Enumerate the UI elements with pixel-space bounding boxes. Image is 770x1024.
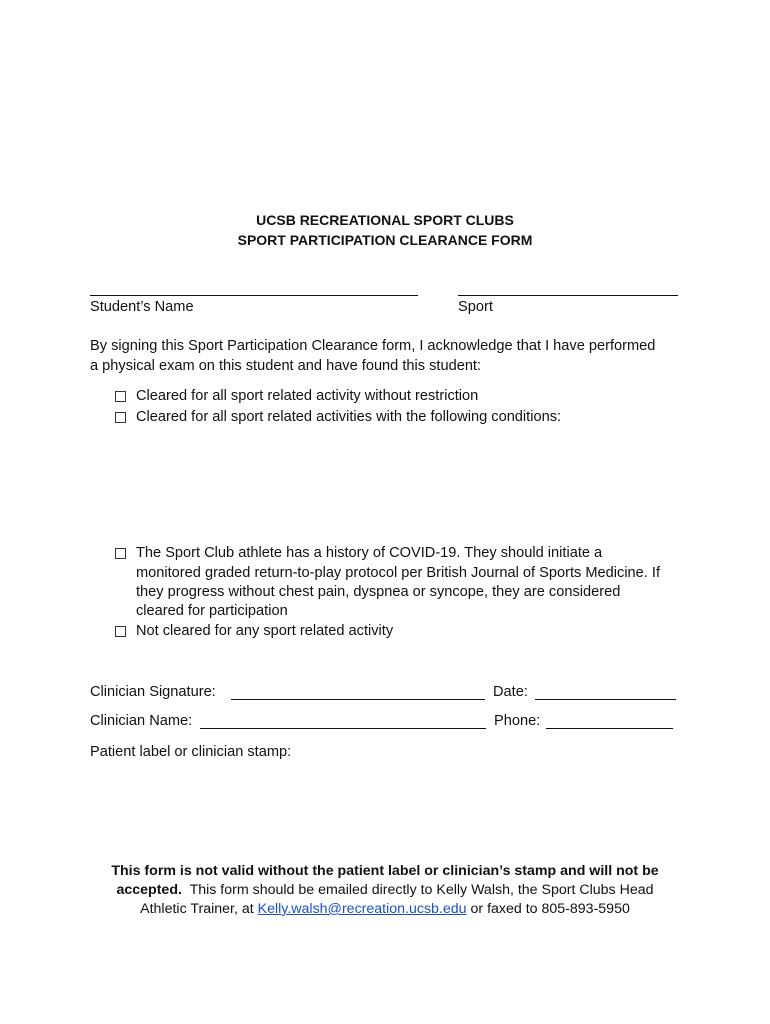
stamp-label: Patient label or clinician stamp: [90,744,292,760]
option-label: Cleared for all sport related activity without restriction [136,388,479,404]
cleared-with-conditions-checkbox[interactable] [115,412,126,423]
phone-line[interactable] [546,728,673,729]
form-title-line1: UCSB RECREATIONAL SPORT CLUBS [256,212,514,228]
covid-history-checkbox[interactable] [115,548,126,559]
form-title-line2: SPORT PARTICIPATION CLEARANCE FORM [237,232,533,248]
intro-line-2: a physical exam on this student and have found this student: [90,358,482,374]
student-name-label: Student’s Name [90,299,194,315]
clinician-name-label: Clinician Name: [90,713,193,729]
option-label: Not cleared for any sport related activity [136,623,394,639]
option-label: cleared for participation [136,603,288,619]
conditions-area[interactable] [136,432,676,532]
sport-label: Sport [458,299,493,315]
footer-bold-word: accepted. [116,882,182,898]
phone-label: Phone: [494,713,541,729]
footer-notice [0,862,770,919]
footer-text: This form should be emailed directly to Kelly Walsh, the Sport Clubs Head [181,882,654,898]
option-label: monitored graded return-to-play protocol per British Journal of Sports Medicine. If [136,565,661,581]
student-name-line[interactable] [90,295,418,296]
sport-line[interactable] [458,295,678,296]
clinician-signature-label: Clinician Signature: [90,684,216,700]
intro-line-1: By signing this Sport Participation Clearance form, I acknowledge that I have performed [90,338,656,354]
clinician-name-line[interactable] [200,728,486,729]
clinician-signature-line[interactable] [231,699,485,700]
stamp-area[interactable] [90,766,676,850]
date-line[interactable] [535,699,676,700]
footer-text: Athletic Trainer, at [140,901,258,917]
option-label: they progress without chest pain, dyspnea or syncope, they are considered [136,584,621,600]
option-label: The Sport Club athlete has a history of COVID-19. They should initiate a [136,545,603,561]
option-label: Cleared for all sport related activities with the following conditions: [136,409,562,425]
date-label: Date: [493,684,528,700]
cleared-no-restriction-checkbox[interactable] [115,391,126,402]
footer-bold-line: This form is not valid without the patient label or clinician’s stamp and will not be [111,863,659,879]
footer-text: or faxed to 805-893-5950 [466,901,630,917]
not-cleared-checkbox[interactable] [115,626,126,637]
email-link[interactable]: Kelly.walsh@recreation.ucsb.edu [257,901,467,917]
